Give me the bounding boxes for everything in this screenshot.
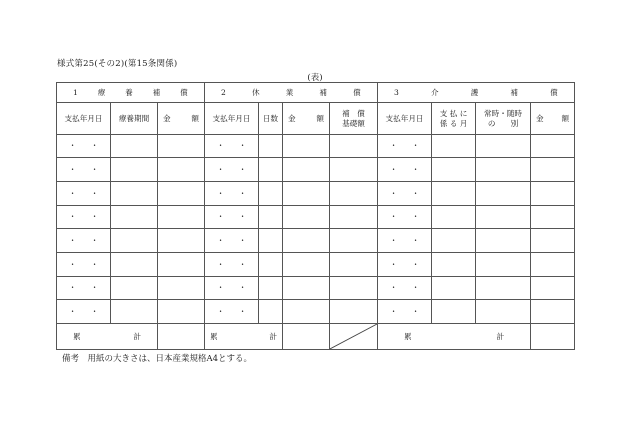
date-placeholder: ・ ・ <box>216 212 253 222</box>
cell-care-amount[interactable] <box>531 158 575 182</box>
cell-medical-pay-date[interactable] <box>57 229 111 253</box>
cell-care-month[interactable] <box>432 205 476 229</box>
cell-medical-amount[interactable] <box>158 253 205 277</box>
date-placeholder: ・ ・ <box>68 188 105 198</box>
cell-care-type[interactable] <box>476 158 531 182</box>
cell-care-amount[interactable] <box>531 205 575 229</box>
cell-absence-amount[interactable] <box>283 276 330 300</box>
cell-care-month[interactable] <box>432 253 476 277</box>
cell-absence-base-amount[interactable] <box>330 229 378 253</box>
cell-absence-base-amount[interactable] <box>330 276 378 300</box>
date-placeholder: ・ ・ <box>68 212 105 222</box>
date-placeholder: ・ ・ <box>216 236 253 246</box>
header-medical-pay-date: 支払年月日 <box>57 103 111 135</box>
cell-absence-amount[interactable] <box>283 134 330 158</box>
date-placeholder: ・ ・ <box>68 283 105 293</box>
cell-care-amount[interactable] <box>531 229 575 253</box>
cell-absence-pay-date[interactable] <box>205 300 259 324</box>
date-placeholder: ・ ・ <box>216 165 253 175</box>
cell-absence-pay-date[interactable] <box>205 253 259 277</box>
total-label-absence: 累 計 <box>205 324 283 350</box>
header-care-month: 支 払 に 係 る 月 <box>432 103 476 135</box>
cell-absence-days[interactable] <box>259 182 283 206</box>
compensation-table <box>56 82 575 350</box>
cell-care-type[interactable] <box>476 134 531 158</box>
cell-care-pay-date[interactable] <box>378 134 432 158</box>
cell-care-type[interactable] <box>476 253 531 277</box>
cell-absence-days[interactable] <box>259 276 283 300</box>
table-row <box>57 253 575 277</box>
header-medical-period: 療養期間 <box>111 103 158 135</box>
cell-absence-days[interactable] <box>259 134 283 158</box>
cell-absence-pay-date[interactable] <box>205 205 259 229</box>
section-header-medical: 1 療 養 補 償 <box>57 83 205 103</box>
date-placeholder: ・ ・ <box>389 259 426 269</box>
cell-absence-base-amount[interactable] <box>330 134 378 158</box>
cell-medical-period[interactable] <box>111 158 158 182</box>
date-placeholder: ・ ・ <box>68 141 105 151</box>
date-placeholder: ・ ・ <box>216 307 253 316</box>
cell-absence-days[interactable] <box>259 158 283 182</box>
cell-medical-amount[interactable] <box>158 229 205 253</box>
table-row <box>57 182 575 206</box>
cell-care-amount[interactable] <box>531 276 575 300</box>
header-care-type: 常時・随時 の 別 <box>476 103 531 135</box>
cell-care-amount[interactable] <box>531 182 575 206</box>
total-label-medical: 累 計 <box>57 324 158 350</box>
cell-care-pay-date[interactable] <box>378 300 432 324</box>
total-label-care: 累 計 <box>378 324 531 350</box>
cell-medical-amount[interactable] <box>158 158 205 182</box>
cell-care-type[interactable] <box>476 276 531 300</box>
cell-medical-pay-date[interactable] <box>57 205 111 229</box>
header-medical-amount: 金 額 <box>158 103 205 135</box>
section-number: 2 <box>221 87 227 97</box>
date-placeholder: ・ ・ <box>389 188 426 198</box>
date-placeholder: ・ ・ <box>216 283 253 293</box>
total-base-amount-crossed <box>330 324 378 350</box>
cell-medical-period[interactable] <box>111 229 158 253</box>
header-absence-base-amount: 補 償 基礎額 <box>330 103 378 135</box>
date-placeholder: ・ ・ <box>389 283 426 293</box>
table-row <box>57 276 575 300</box>
date-placeholder: ・ ・ <box>389 212 426 222</box>
table-row <box>57 300 575 324</box>
cell-absence-amount[interactable] <box>283 253 330 277</box>
cell-care-type[interactable] <box>476 205 531 229</box>
cell-medical-amount[interactable] <box>158 205 205 229</box>
cell-care-month[interactable] <box>432 276 476 300</box>
cell-care-pay-date[interactable] <box>378 158 432 182</box>
cell-absence-amount[interactable] <box>283 205 330 229</box>
table-row <box>57 205 575 229</box>
cell-absence-base-amount[interactable] <box>330 253 378 277</box>
cell-absence-pay-date[interactable] <box>205 229 259 253</box>
header-care-amount: 金 額 <box>531 103 575 135</box>
cell-care-month[interactable] <box>432 158 476 182</box>
cell-absence-base-amount[interactable] <box>330 205 378 229</box>
cell-medical-pay-date[interactable] <box>57 300 111 324</box>
cell-absence-days[interactable] <box>259 205 283 229</box>
section-header-absence: 2 休 業 補 償 <box>205 83 378 103</box>
cell-absence-days[interactable] <box>259 300 283 324</box>
cell-absence-base-amount[interactable] <box>330 158 378 182</box>
table-row <box>57 134 575 158</box>
cell-absence-pay-date[interactable] <box>205 158 259 182</box>
cell-care-type[interactable] <box>476 182 531 206</box>
total-value-care[interactable] <box>531 324 575 350</box>
cell-care-amount[interactable] <box>531 253 575 277</box>
cell-medical-period[interactable] <box>111 300 158 324</box>
cell-care-pay-date[interactable] <box>378 205 432 229</box>
date-placeholder: ・ ・ <box>216 259 253 269</box>
date-placeholder: ・ ・ <box>68 236 105 246</box>
header-care-pay-date: 支払年月日 <box>378 103 432 135</box>
cell-care-month[interactable] <box>432 300 476 324</box>
cell-care-pay-date[interactable] <box>378 182 432 206</box>
cell-medical-period[interactable] <box>111 276 158 300</box>
cell-care-pay-date[interactable] <box>378 253 432 277</box>
cell-care-amount[interactable] <box>531 134 575 158</box>
date-placeholder: ・ ・ <box>68 307 105 316</box>
date-placeholder: ・ ・ <box>216 141 253 151</box>
cell-absence-pay-date[interactable] <box>205 276 259 300</box>
cell-absence-days[interactable] <box>259 253 283 277</box>
cell-absence-amount[interactable] <box>283 300 330 324</box>
cell-care-pay-date[interactable] <box>378 276 432 300</box>
header-absence-pay-date: 支払年月日 <box>205 103 259 135</box>
cell-medical-pay-date[interactable] <box>57 158 111 182</box>
header-absence-days: 日数 <box>259 103 283 135</box>
cell-medical-pay-date[interactable] <box>57 276 111 300</box>
header-absence-amount: 金 額 <box>283 103 330 135</box>
cell-medical-pay-date[interactable] <box>57 182 111 206</box>
date-placeholder: ・ ・ <box>389 141 426 151</box>
cell-absence-base-amount[interactable] <box>330 300 378 324</box>
cell-absence-amount[interactable] <box>283 158 330 182</box>
cell-medical-pay-date[interactable] <box>57 134 111 158</box>
remark-note: 備考 用紙の大きさは、日本産業規格A4とする。 <box>62 354 253 364</box>
cell-medical-amount[interactable] <box>158 182 205 206</box>
diagonal-line <box>330 324 377 349</box>
cell-absence-base-amount[interactable] <box>330 182 378 206</box>
cell-care-amount[interactable] <box>531 300 575 324</box>
cell-medical-period[interactable] <box>111 253 158 277</box>
form-number: 様式第25(その2)(第15条関係) <box>57 59 178 69</box>
cell-care-pay-date[interactable] <box>378 229 432 253</box>
date-placeholder: ・ ・ <box>389 236 426 246</box>
section-number: 3 <box>394 87 400 97</box>
total-value-medical[interactable] <box>158 324 205 350</box>
date-placeholder: ・ ・ <box>389 165 426 175</box>
date-placeholder: ・ ・ <box>216 188 253 198</box>
cell-absence-days[interactable] <box>259 229 283 253</box>
cell-care-type[interactable] <box>476 229 531 253</box>
cell-absence-pay-date[interactable] <box>205 134 259 158</box>
section-number: 1 <box>73 87 79 97</box>
cell-care-month[interactable] <box>432 182 476 206</box>
table-row <box>57 229 575 253</box>
date-placeholder: ・ ・ <box>68 259 105 269</box>
cell-medical-amount[interactable] <box>158 300 205 324</box>
cell-medical-period[interactable] <box>111 205 158 229</box>
date-placeholder: ・ ・ <box>389 307 426 316</box>
total-value-absence[interactable] <box>283 324 330 350</box>
section-header-care: 3 介 護 補 償 <box>378 83 575 103</box>
cell-care-month[interactable] <box>432 229 476 253</box>
date-placeholder: ・ ・ <box>68 165 105 175</box>
cell-absence-pay-date[interactable] <box>205 182 259 206</box>
cell-medical-amount[interactable] <box>158 276 205 300</box>
cell-medical-pay-date[interactable] <box>57 253 111 277</box>
cell-care-month[interactable] <box>432 134 476 158</box>
cell-medical-period[interactable] <box>111 182 158 206</box>
sub-title: (表) <box>307 73 323 83</box>
cell-care-type[interactable] <box>476 300 531 324</box>
cell-medical-amount[interactable] <box>158 134 205 158</box>
cell-absence-amount[interactable] <box>283 229 330 253</box>
cell-medical-period[interactable] <box>111 134 158 158</box>
cell-absence-amount[interactable] <box>283 182 330 206</box>
table-row <box>57 158 575 182</box>
